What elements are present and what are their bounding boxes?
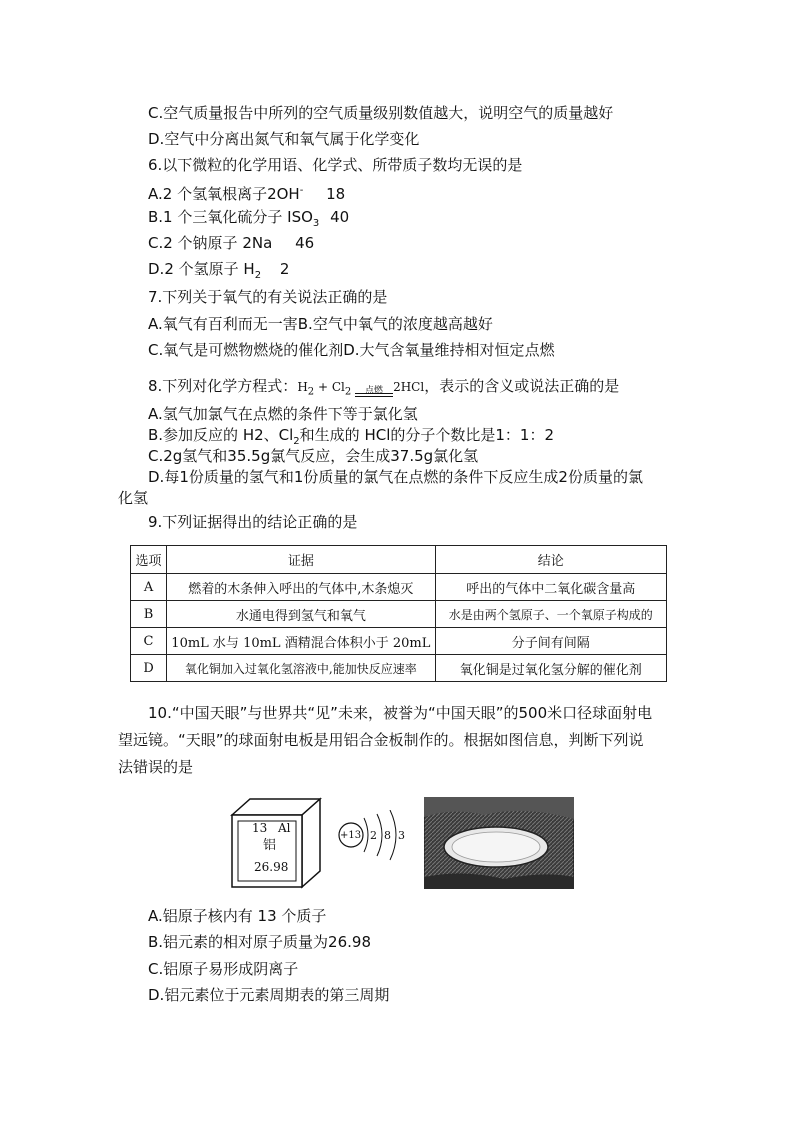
q6-option-d-text: D.2 个氢原子 H (148, 260, 255, 278)
q6-option-c-number: 46 (295, 234, 315, 252)
q8-stem-prefix: 8.下列对化学方程式： (148, 377, 298, 395)
table-cell: 分子间有间隔 (435, 628, 666, 655)
table-cell: C (131, 628, 167, 655)
q6-option-b (148, 207, 349, 234)
q10-option-c: C.铝原子易形成阴离子 (148, 960, 299, 978)
q8-equation: $H_2 + Cl_2$ 点燃 2HCl (297, 377, 424, 402)
table-cell: D (131, 655, 167, 682)
q9-stem: 9.下列证据得出的结论正确的是 (148, 513, 358, 531)
q8-option-d-line2: 化氢 (118, 489, 149, 507)
table-row (131, 574, 667, 601)
q10-stem-line1: 10.“中国天眼”与世界共“见”未来，被誉为“中国天眼”的500米口径球面射电 (148, 704, 653, 722)
table-cell: B (131, 601, 167, 628)
table-cell: 10mL 水与 10mL 酒精混合体积小于 20mL (167, 628, 436, 655)
q8-option-a: A.氢气加氯气在点燃的条件下等于氯化氢 (148, 405, 418, 423)
table-header-conclusion: 结论 (435, 546, 666, 574)
q5-option-d: D.空气中分离出氮气和氧气属于化学变化 (148, 130, 420, 148)
q6-option-a-text: A.2 个氢氧根离子2OH (148, 185, 300, 203)
element-name: 铝 (263, 838, 277, 853)
q8-option-b-rest: 和生成的 HCl的分子个数比是1：1：2 (299, 426, 554, 444)
q7-options-ab: A.氧气有百利而无一害B.空气中氧气的浓度越高越好 (148, 315, 493, 333)
q8-option-c: C.2g氢气和35.5g氯气反应，会生成37.5g氯化氢 (148, 447, 479, 465)
q8-eq-arrow (355, 386, 393, 402)
q10-option-a: A.铝原子核内有 13 个质子 (148, 907, 327, 925)
q10-stem-line3: 法错误的是 (118, 758, 194, 776)
q10-option-b: B.铝元素的相对原子质量为26.98 (148, 933, 372, 951)
q6-option-c-text: C.2 个钠原子 2Na (148, 234, 273, 252)
q6-option-a-charge: - (299, 185, 304, 196)
q10-option-d: D.铝元素位于元素周期表的第三周期 (148, 986, 390, 1004)
q10-stem-line2: 望远镜。“天眼”的球面射电板是用铝合金板制作的。根据如图信息，判断下列说 (118, 731, 644, 749)
q6-option-a-number: 18 (326, 185, 346, 203)
q8-eq-right: 2HCl (393, 380, 425, 394)
table-cell: A (131, 574, 167, 601)
table-header-evidence: 证据 (167, 546, 436, 574)
telescope-photo (424, 797, 574, 889)
q8-option-b-text: B.参加反应的 H2、Cl (148, 426, 294, 444)
atom-nucleus-charge: +13 (340, 830, 362, 841)
table-cell: 氧化铜是过氧化氢分解的催化剂 (435, 655, 666, 682)
q6-stem: 6.以下微粒的化学用语、化学式、所带质子数均无误的是 (148, 156, 523, 174)
q6-option-d-number: 2 (279, 260, 290, 278)
q6-option-b-subscript: 3 (312, 218, 320, 229)
electron-shell-arc (364, 818, 368, 852)
q7-options-cd: C.氧气是可燃物燃烧的催化剂D.大气含氧量维持相对恒定点燃 (148, 341, 555, 359)
table-cell: 氧化铜加入过氧化氢溶液中,能加快反应速率 (167, 655, 436, 682)
q6-option-d (148, 259, 289, 286)
atom-shell-1: 2 (370, 829, 377, 842)
table-row (131, 628, 667, 655)
q6-option-d-subscript: 2 (254, 270, 262, 281)
element-symbol: Al (278, 821, 291, 835)
table-row (131, 601, 667, 628)
atom-shell-2: 8 (384, 829, 391, 842)
table-cell: 燃着的木条伸入呼出的气体中,木条熄灭 (167, 574, 436, 601)
atom-shell-3: 3 (398, 829, 405, 842)
q6-option-c (148, 233, 314, 253)
q8-eq-left: H (297, 380, 308, 394)
q6-option-a (148, 181, 345, 204)
q8-stem (148, 376, 619, 402)
table-cell: 水是由两个氢原子、一个氧原子构成的 (435, 601, 666, 628)
q8-option-b: B.参加反应的 H2、$Cl_2$和生成的 HCl的分子个数比是1：1：2 (148, 426, 554, 447)
table-cell: 呼出的气体中二氧化碳含量高 (435, 574, 666, 601)
q7-stem: 7.下列关于氧气的有关说法正确的是 (148, 288, 388, 306)
q6-option-b-text: B.1 个三氧化硫分子 ISO (148, 208, 313, 226)
element-number: 13 (252, 821, 268, 835)
table-cell: 水通电得到氢气和氧气 (167, 601, 436, 628)
q8-eq-plus: + Cl (314, 380, 345, 394)
element-mass: 26.98 (254, 860, 289, 874)
table-row (131, 655, 667, 682)
q8-option-d-line1: D.每1份质量的氢气和1份质量的氯气在点燃的条件下反应生成2份质量的氯 (148, 468, 643, 486)
q9-evidence-table (130, 545, 667, 682)
q6-option-b-number: 40 (330, 208, 350, 226)
q8-stem-suffix: ，表示的含义或说法正确的是 (424, 377, 620, 395)
electron-shell-arc (377, 814, 382, 856)
q5-option-c: C.空气质量报告中所列的空气质量级别数值越大，说明空气的质量越好 (148, 104, 614, 122)
q8-eq-condition: 点燃 (365, 386, 384, 397)
table-header-option: 选项 (131, 546, 167, 574)
table-header-row (131, 546, 667, 574)
